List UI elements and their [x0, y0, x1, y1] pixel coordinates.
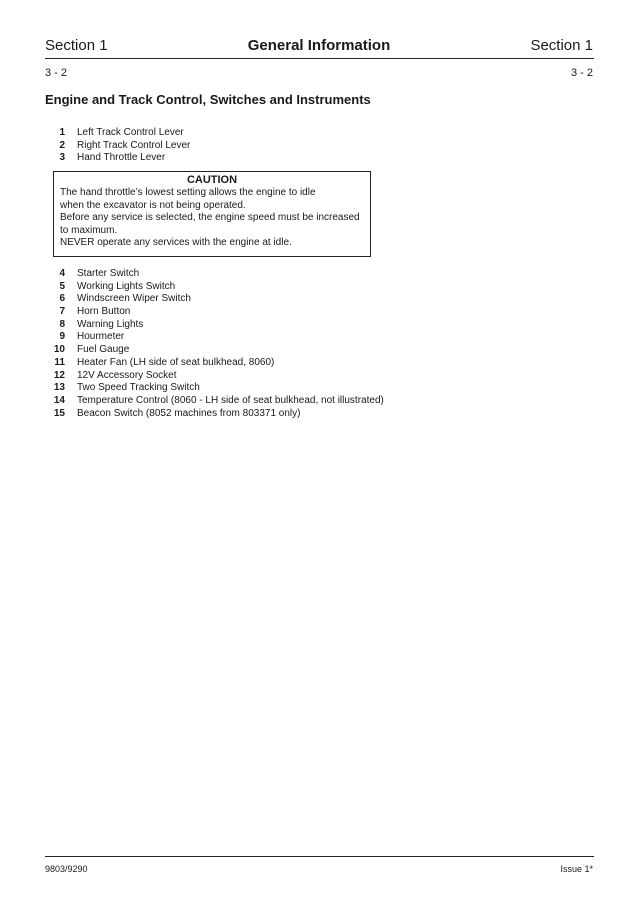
item-number: 2: [59, 139, 65, 151]
list-item: [45, 319, 384, 332]
item-number: 3: [59, 152, 65, 164]
item-number: 15: [53, 407, 65, 419]
document-number: 9803/9290: [45, 864, 88, 874]
item-label: Right Track Control Lever: [77, 139, 191, 151]
item-label: Hand Throttle Lever: [77, 152, 166, 164]
item-number: 8: [59, 318, 65, 330]
list-item: [45, 127, 190, 140]
item-number: 9: [59, 331, 65, 343]
item-label: Horn Button: [77, 306, 131, 318]
page-number-right: 3 - 2: [570, 67, 593, 79]
item-number: 5: [59, 280, 65, 292]
list-item: [45, 331, 384, 344]
header-title: General Information: [247, 37, 391, 54]
caution-box: [53, 171, 371, 257]
item-number: 6: [59, 293, 65, 305]
caution-heading: CAUTION: [186, 174, 238, 186]
item-label: Working Lights Switch: [77, 280, 176, 292]
item-number: 1: [59, 127, 65, 138]
page-number-left: 3 - 2: [45, 67, 68, 79]
list-item: [45, 140, 190, 153]
item-number: 11: [54, 356, 65, 368]
header-section-left: Section 1: [45, 37, 108, 54]
item-label: Hourmeter: [77, 331, 125, 343]
list-item: [45, 268, 384, 281]
item-label: Heater Fan (LH side of seat bulkhead, 8060): [77, 356, 275, 368]
item-label: Windscreen Wiper Switch: [77, 293, 191, 305]
footer-rule: [45, 856, 594, 857]
list-item: [45, 306, 384, 319]
header-rule: [45, 58, 594, 59]
list-item: [45, 382, 384, 395]
list-item: [45, 370, 384, 383]
item-label: Starter Switch: [77, 268, 140, 279]
caution-line: Before any service is selected, the engine speed must be increased: [60, 212, 360, 224]
item-label: Two Speed Tracking Switch: [77, 382, 200, 394]
header-section-right: Section 1: [530, 37, 593, 54]
caution-text: [60, 187, 370, 250]
item-number: 12: [53, 369, 65, 381]
item-label: Beacon Switch (8052 machines from 803371 only): [77, 407, 301, 419]
page-title: Engine and Track Control, Switches and Instruments: [45, 92, 371, 107]
list-item: [45, 293, 384, 306]
item-label: 12V Accessory Socket: [77, 369, 177, 381]
caution-line: to maximum.: [60, 224, 118, 236]
item-number: 14: [53, 394, 65, 406]
caution-line: NEVER operate any services with the engine at idle.: [60, 237, 292, 249]
item-label: Left Track Control Lever: [77, 127, 184, 138]
item-label: Temperature Control (8060 - LH side of seat bulkhead, not illustrated): [77, 394, 384, 406]
caution-line: The hand throttle’s lowest setting allows the engine to idle: [60, 187, 316, 198]
switches-list: [45, 268, 384, 420]
item-number: 4: [59, 268, 65, 279]
list-item: [45, 395, 384, 408]
item-number: 10: [53, 344, 65, 356]
list-item: [45, 152, 190, 165]
item-label: Warning Lights: [77, 318, 144, 330]
issue-number: Issue 1*: [560, 864, 593, 874]
item-number: 7: [59, 306, 65, 318]
item-label: Fuel Gauge: [77, 344, 130, 356]
item-number: 13: [53, 382, 65, 394]
list-item: [45, 344, 384, 357]
list-item: [45, 281, 384, 294]
controls-list: [45, 127, 190, 165]
list-item: [45, 408, 384, 421]
caution-line: when the excavator is not being operated.: [60, 199, 246, 211]
list-item: [45, 357, 384, 370]
